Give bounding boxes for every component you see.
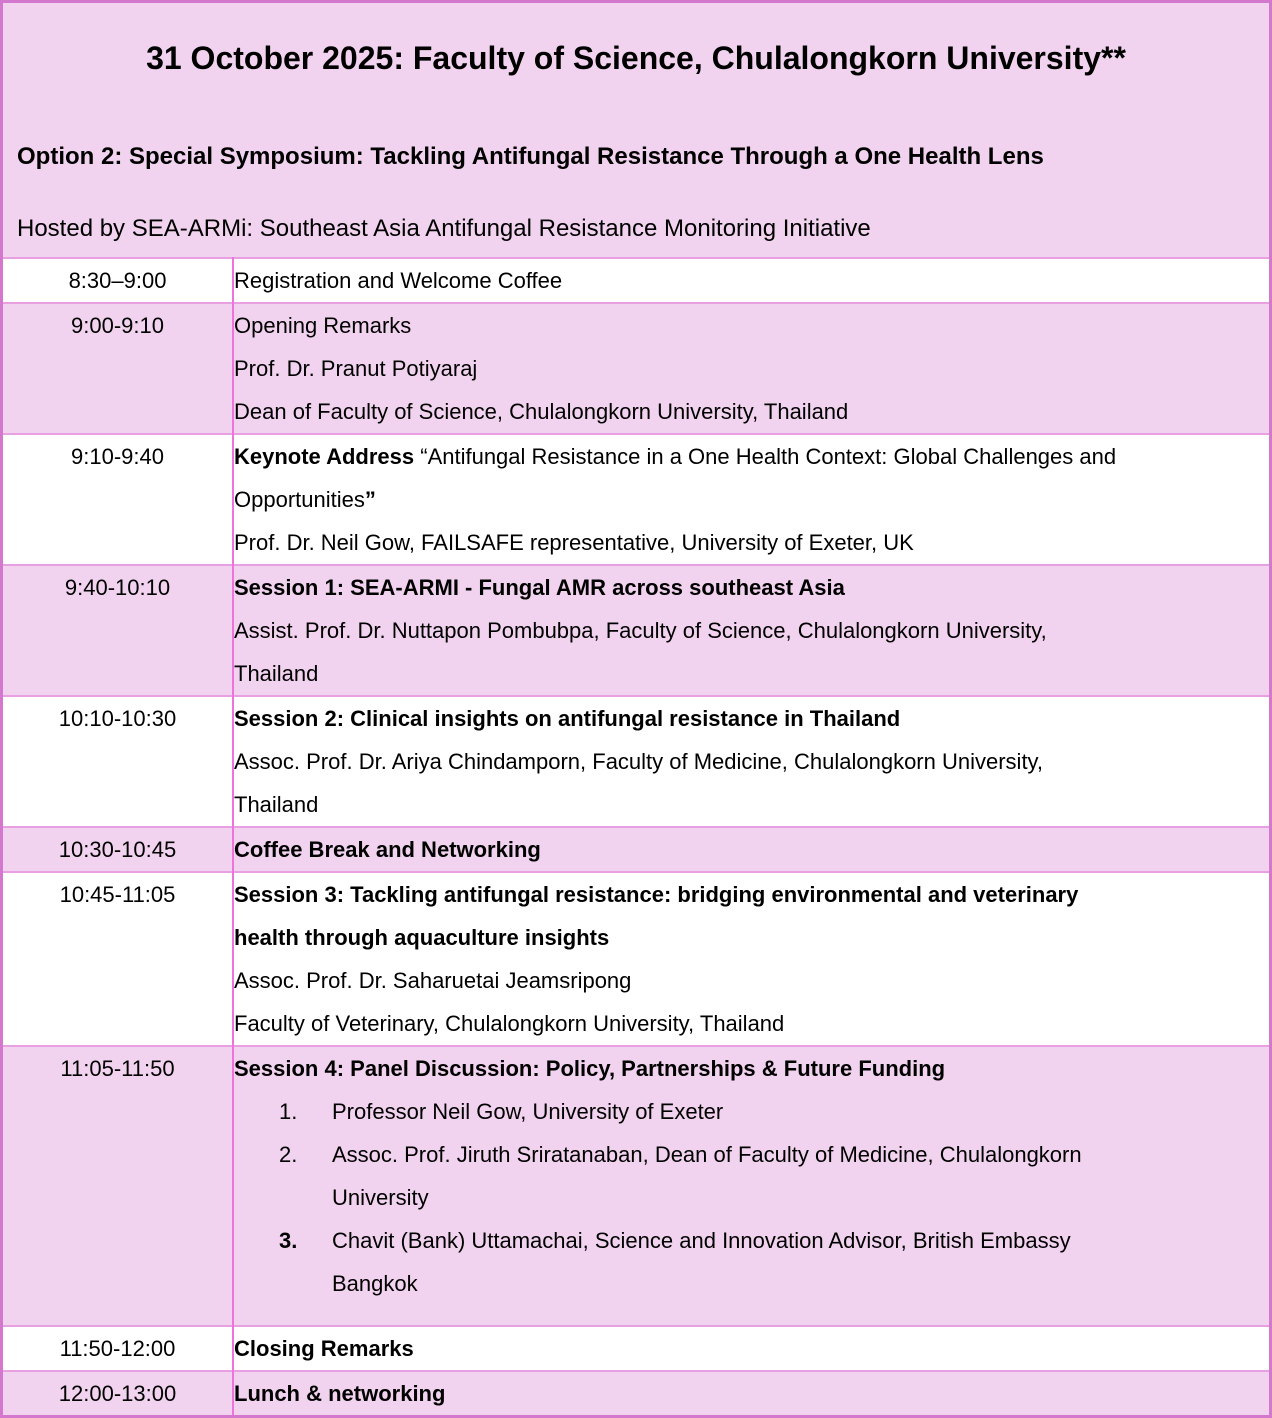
list-number: 3. [279,1228,298,1253]
description-cell [233,1046,1269,1326]
text-line [234,435,1269,478]
list-number: 2. [279,1142,298,1167]
description-cell [233,1371,1269,1415]
text-line [234,259,1269,302]
schedule-table [3,257,1269,1415]
text-line [234,1133,1269,1176]
text-segment: health through aquaculture insights [234,925,610,950]
hosted-by-line: Hosted by SEA-ARMi: Southeast Asia Antifungal Resistance Monitoring Initiative [17,215,871,242]
description-cell [233,258,1269,303]
schedule-row [3,872,1269,1046]
text-line [234,916,1269,959]
time-cell: 9:00-9:10 [3,303,233,434]
description-cell [233,1326,1269,1371]
text-segment: Assoc. Prof. Dr. Saharuetai Jeamsripong [234,968,632,993]
text-line [234,959,1269,1002]
text-line [234,1047,1269,1090]
text-line [234,478,1269,521]
schedule-row [3,1046,1269,1326]
text-line [234,1002,1269,1045]
text-segment: Assoc. Prof. Jiruth Sriratanaban, Dean of Faculty of Medicine, Chulalongkorn [332,1142,1082,1167]
time-cell: 10:45-11:05 [3,872,233,1046]
text-segment: Session 3: Tackling antifungal resistance: bridging environmental and veterinary [234,882,1079,907]
schedule-row [3,696,1269,827]
list-number: 1. [279,1099,298,1124]
text-line [234,1262,1269,1305]
time-cell: 10:10-10:30 [3,696,233,827]
document-header [3,3,1269,257]
schedule-row [3,565,1269,696]
schedule-row [3,434,1269,565]
time-cell: 9:40-10:10 [3,565,233,696]
text-line [234,304,1269,347]
text-segment: Prof. Dr. Neil Gow, FAILSAFE representative, University of Exeter, UK [234,530,914,555]
text-segment: Thailand [234,792,319,817]
text-segment: Registration and Welcome Coffee [234,268,563,293]
text-line [234,566,1269,609]
text-segment: “Antifungal Resistance in a One Health Context: Global Challenges and [414,444,1117,469]
text-line [234,697,1269,740]
text-segment: Professor Neil Gow, University of Exeter [332,1099,724,1124]
text-segment: Opportunities [234,487,365,512]
text-line [234,1219,1269,1262]
time-cell: 8:30–9:00 [3,258,233,303]
schedule-row [3,303,1269,434]
text-line [234,1372,1269,1415]
schedule-table-body [3,258,1269,1415]
text-segment: Lunch & networking [234,1381,446,1406]
text-line [234,783,1269,826]
description-cell [233,872,1269,1046]
text-segment: Dean of Faculty of Science, Chulalongkorn University, Thailand [234,399,849,424]
text-line [234,873,1269,916]
text-line [234,521,1269,564]
schedule-row [3,827,1269,872]
page-title: 31 October 2025: Faculty of Science, Chulalongkorn University** [146,40,1126,76]
description-cell [233,565,1269,696]
time-cell: 10:30-10:45 [3,827,233,872]
description-cell [233,827,1269,872]
description-cell [233,696,1269,827]
text-line [234,1327,1269,1370]
text-line [234,740,1269,783]
text-line [234,347,1269,390]
text-line [234,652,1269,695]
text-segment: Session 1: SEA-ARMI - Fungal AMR across southeast Asia [234,575,845,600]
time-cell: 9:10-9:40 [3,434,233,565]
time-cell: 11:05-11:50 [3,1046,233,1326]
text-segment: Thailand [234,661,319,686]
time-cell: 11:50-12:00 [3,1326,233,1371]
text-line [234,1090,1269,1133]
schedule-row [3,258,1269,303]
text-segment: Session 4: Panel Discussion: Policy, Partnerships & Future Funding [234,1056,946,1081]
text-line [234,390,1269,433]
text-segment: Faculty of Veterinary, Chulalongkorn University, Thailand [234,1011,785,1036]
text-segment: Prof. Dr. Pranut Potiyaraj [234,356,478,381]
text-segment: Keynote Address [234,444,415,469]
text-segment: Chavit (Bank) Uttamachai, Science and Innovation Advisor, British Embassy [332,1228,1071,1253]
text-segment: Bangkok [332,1271,418,1296]
text-line [234,609,1269,652]
text-segment: Assist. Prof. Dr. Nuttapon Pombubpa, Faculty of Science, Chulalongkorn University, [234,618,1047,643]
schedule-row [3,1326,1269,1371]
text-segment: University [332,1185,429,1210]
symposium-subtitle: Option 2: Special Symposium: Tackling Antifungal Resistance Through a One Health Lens [17,143,1044,170]
text-segment: Coffee Break and Networking [234,837,541,862]
text-segment: Opening Remarks [234,313,412,338]
description-cell [233,434,1269,565]
text-line [234,828,1269,871]
text-segment: Closing Remarks [234,1336,414,1361]
time-cell: 12:00-13:00 [3,1371,233,1415]
description-cell [233,303,1269,434]
schedule-row [3,1371,1269,1415]
text-segment: Session 2: Clinical insights on antifungal resistance in Thailand [234,706,901,731]
text-line [234,1176,1269,1219]
text-segment: Assoc. Prof. Dr. Ariya Chindamporn, Faculty of Medicine, Chulalongkorn University, [234,749,1044,774]
text-segment: ” [364,487,376,512]
